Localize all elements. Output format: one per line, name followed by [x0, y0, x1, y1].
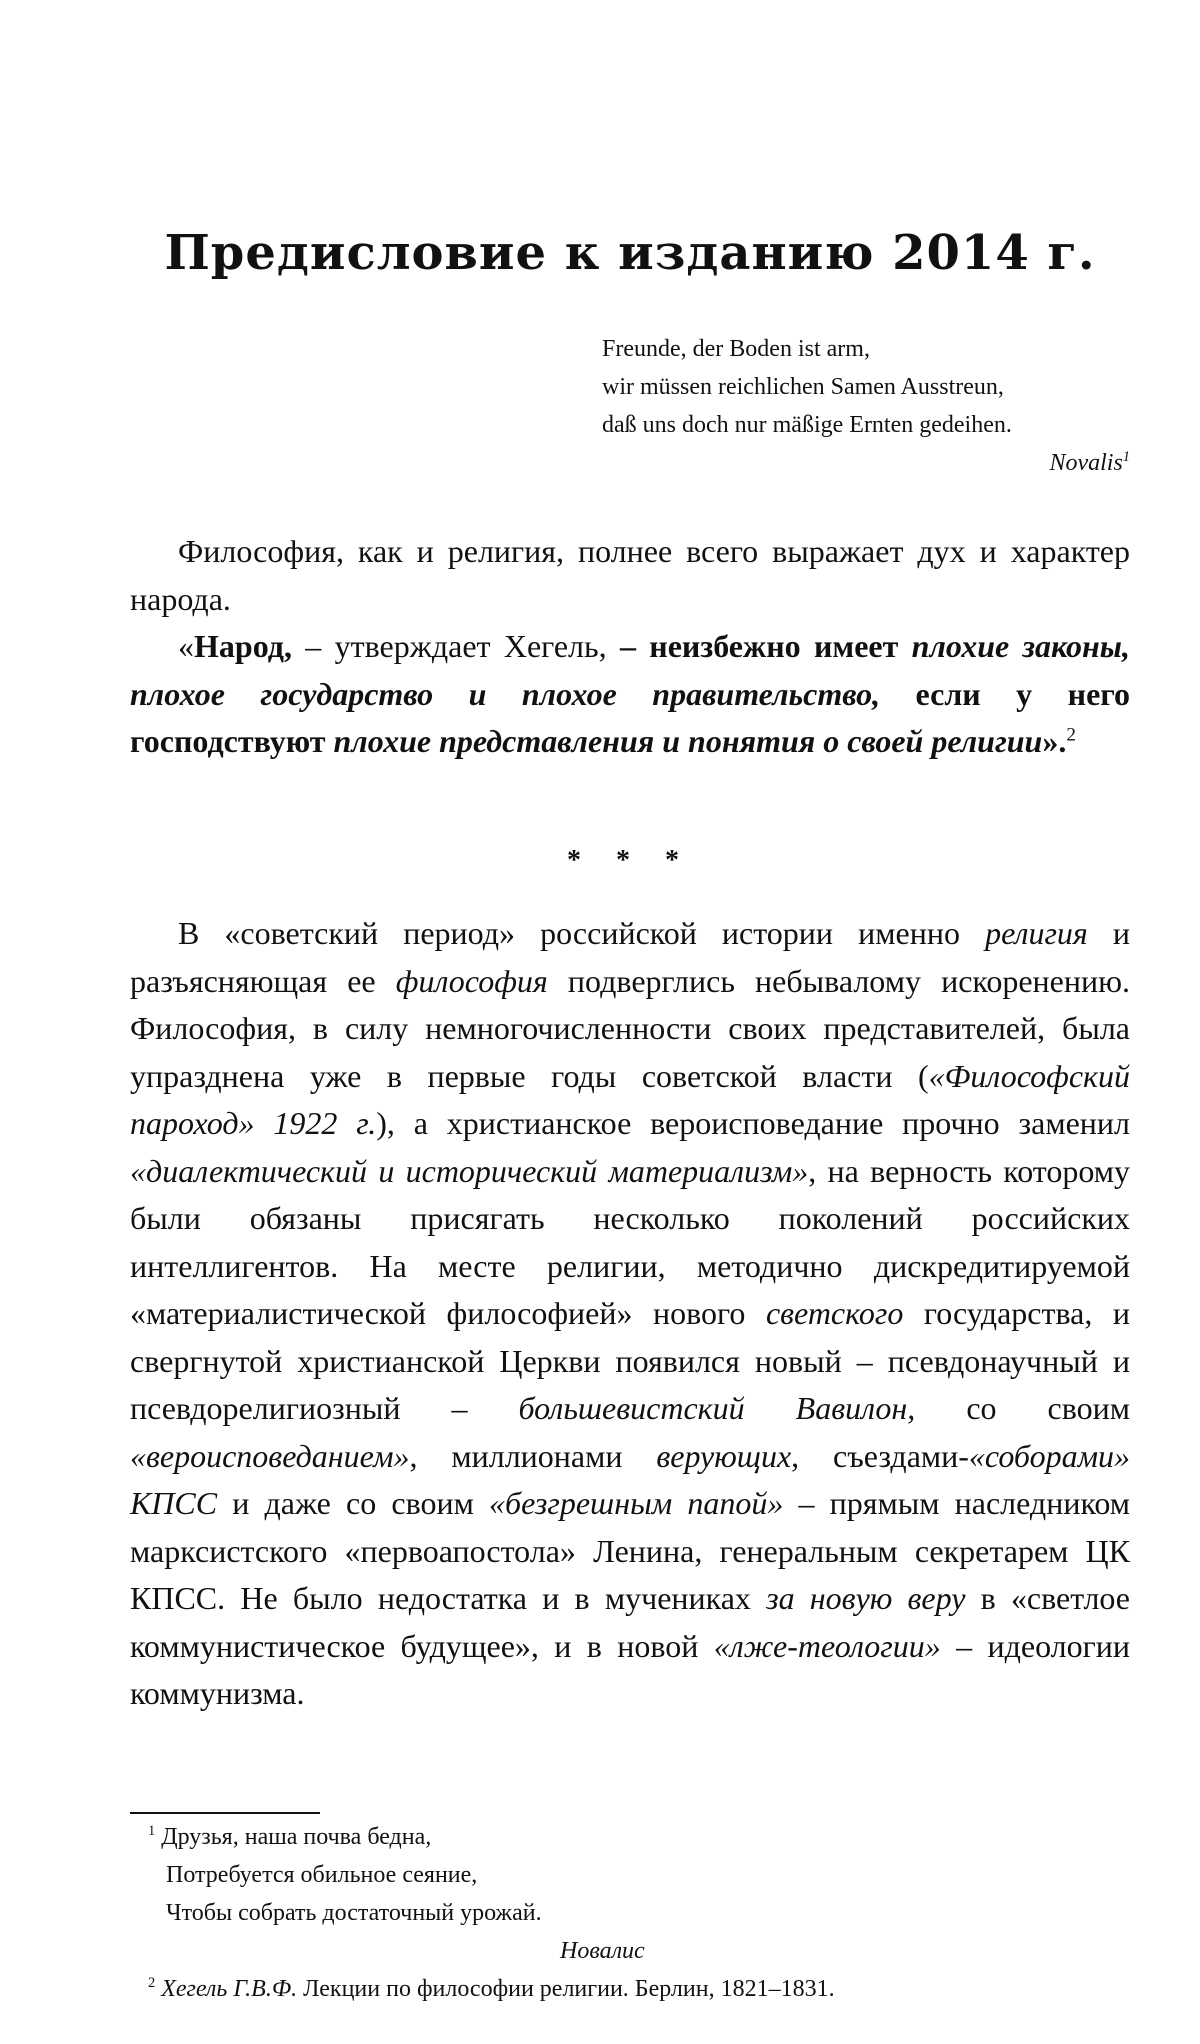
text-run: философия	[395, 962, 548, 999]
text-run: – идеологии коммунизма.	[130, 1627, 1131, 1711]
paragraph: Философия, как и религия, полнее всего выражает дух и характер народа.	[130, 533, 1130, 617]
text-run: «вероисповеданием»	[130, 1437, 410, 1474]
epigraph-author	[602, 444, 1130, 482]
footnote-line: Друзья, наша почва бедна,	[161, 1824, 432, 1850]
quote-text: Народ,	[194, 628, 292, 664]
epigraph-line: Freunde, der Boden ist arm,	[602, 336, 870, 362]
text-run: религия	[985, 915, 1088, 951]
text-run: «лже-теологии»	[713, 1627, 941, 1664]
footnote-ref[interactable]: 2	[1066, 724, 1076, 746]
footnote-2	[130, 1970, 1130, 2008]
text-run: государства, и свергнутой христианской Церкви появился новый – псевдонаучный и псевдорелигиозный –	[130, 1295, 1131, 1426]
epigraph-line: wir müssen reichlichen Samen Ausstreun,	[602, 374, 1004, 400]
quote-close: ».	[1042, 723, 1067, 759]
text-run: ), а христианское вероисповедание прочно заменил	[376, 1105, 1131, 1141]
footnotes	[130, 1818, 1130, 2008]
text-run: за новую веру	[766, 1580, 966, 1616]
footnote-text: Лекции по философии религии. Берлин, 1821–1831.	[297, 1976, 835, 2002]
text-run: в «светлое коммунистическое будущее», и в новой	[130, 1580, 1130, 1664]
text-run: «Философский пароход» 1922 г.	[130, 1057, 1130, 1141]
quote-text: – утверждает Хегель,	[291, 628, 620, 664]
text-run: верующих	[656, 1437, 792, 1474]
footnote-number: 1	[148, 1823, 156, 1839]
text-run: «соборами» КПСС	[130, 1437, 1130, 1521]
epigraph-line: daß uns doch nur mäßige Ernten gedeihen.	[602, 412, 1012, 438]
footnote-divider	[130, 1812, 320, 1814]
footnote-ref[interactable]: 1	[1122, 449, 1130, 465]
footnote-1	[130, 1818, 1130, 1970]
epigraph-author-name: Novalis	[1049, 450, 1123, 476]
footnote-number: 2	[148, 1975, 156, 1991]
quote-text: если у него господствуют	[130, 675, 1131, 759]
text-run: , съездами-	[791, 1437, 969, 1474]
quote-text: плохие представления и понятия о своей религии	[333, 723, 1043, 759]
footnote-line: Чтобы собрать достаточный урожай.	[166, 1900, 542, 1926]
text-run: со своим	[915, 1390, 1131, 1426]
text-run: светского	[765, 1295, 904, 1331]
text-run: «безгрешным папой»	[489, 1485, 784, 1521]
quote-text: плохие законы, плохое государство и плохое правительство,	[130, 628, 1130, 712]
quote-text: – неизбежно имеет	[619, 628, 912, 664]
section-separator: * * *	[567, 845, 693, 876]
text-run: и разъясняющая ее	[130, 915, 1131, 999]
footnote-author: Новалис	[560, 1938, 645, 1964]
text-run: подверглись небывалому искоренению. Философия, в силу немногочисленности своих представителей, была упразднена уже в первые годы советской власти (	[130, 962, 1130, 1094]
text-run: – прямым наследником марксистского «первоапостола» Ленина, генеральным секретарем ЦК КПСС. Не было недостатка и в мучениках	[130, 1485, 1131, 1616]
text-run: , на верность которому были обязаны присягать несколько поколений российских интеллигентов. На месте религии, методично дискредитируемой «материалистической философией» нового	[130, 1152, 1131, 1331]
text-run: «диалектический и исторический материализм»	[130, 1152, 809, 1189]
footnote-line: Потребуется обильное сеяние,	[166, 1862, 478, 1888]
quote-paragraph	[130, 623, 1130, 766]
epigraph	[602, 330, 1130, 482]
text-run: большевистский Вавилон,	[518, 1390, 916, 1426]
text-run: В «советский период» российской истории именно	[178, 915, 986, 951]
text-run: и даже со своим	[217, 1485, 489, 1521]
page-title: Предисловие к изданию 2014 г.	[164, 225, 1096, 281]
text-run: , миллионами	[409, 1437, 657, 1474]
quote-open: «	[178, 628, 194, 664]
footnote-author: Хегель Г.В.Ф.	[161, 1976, 298, 2002]
paragraph	[130, 910, 1130, 1718]
